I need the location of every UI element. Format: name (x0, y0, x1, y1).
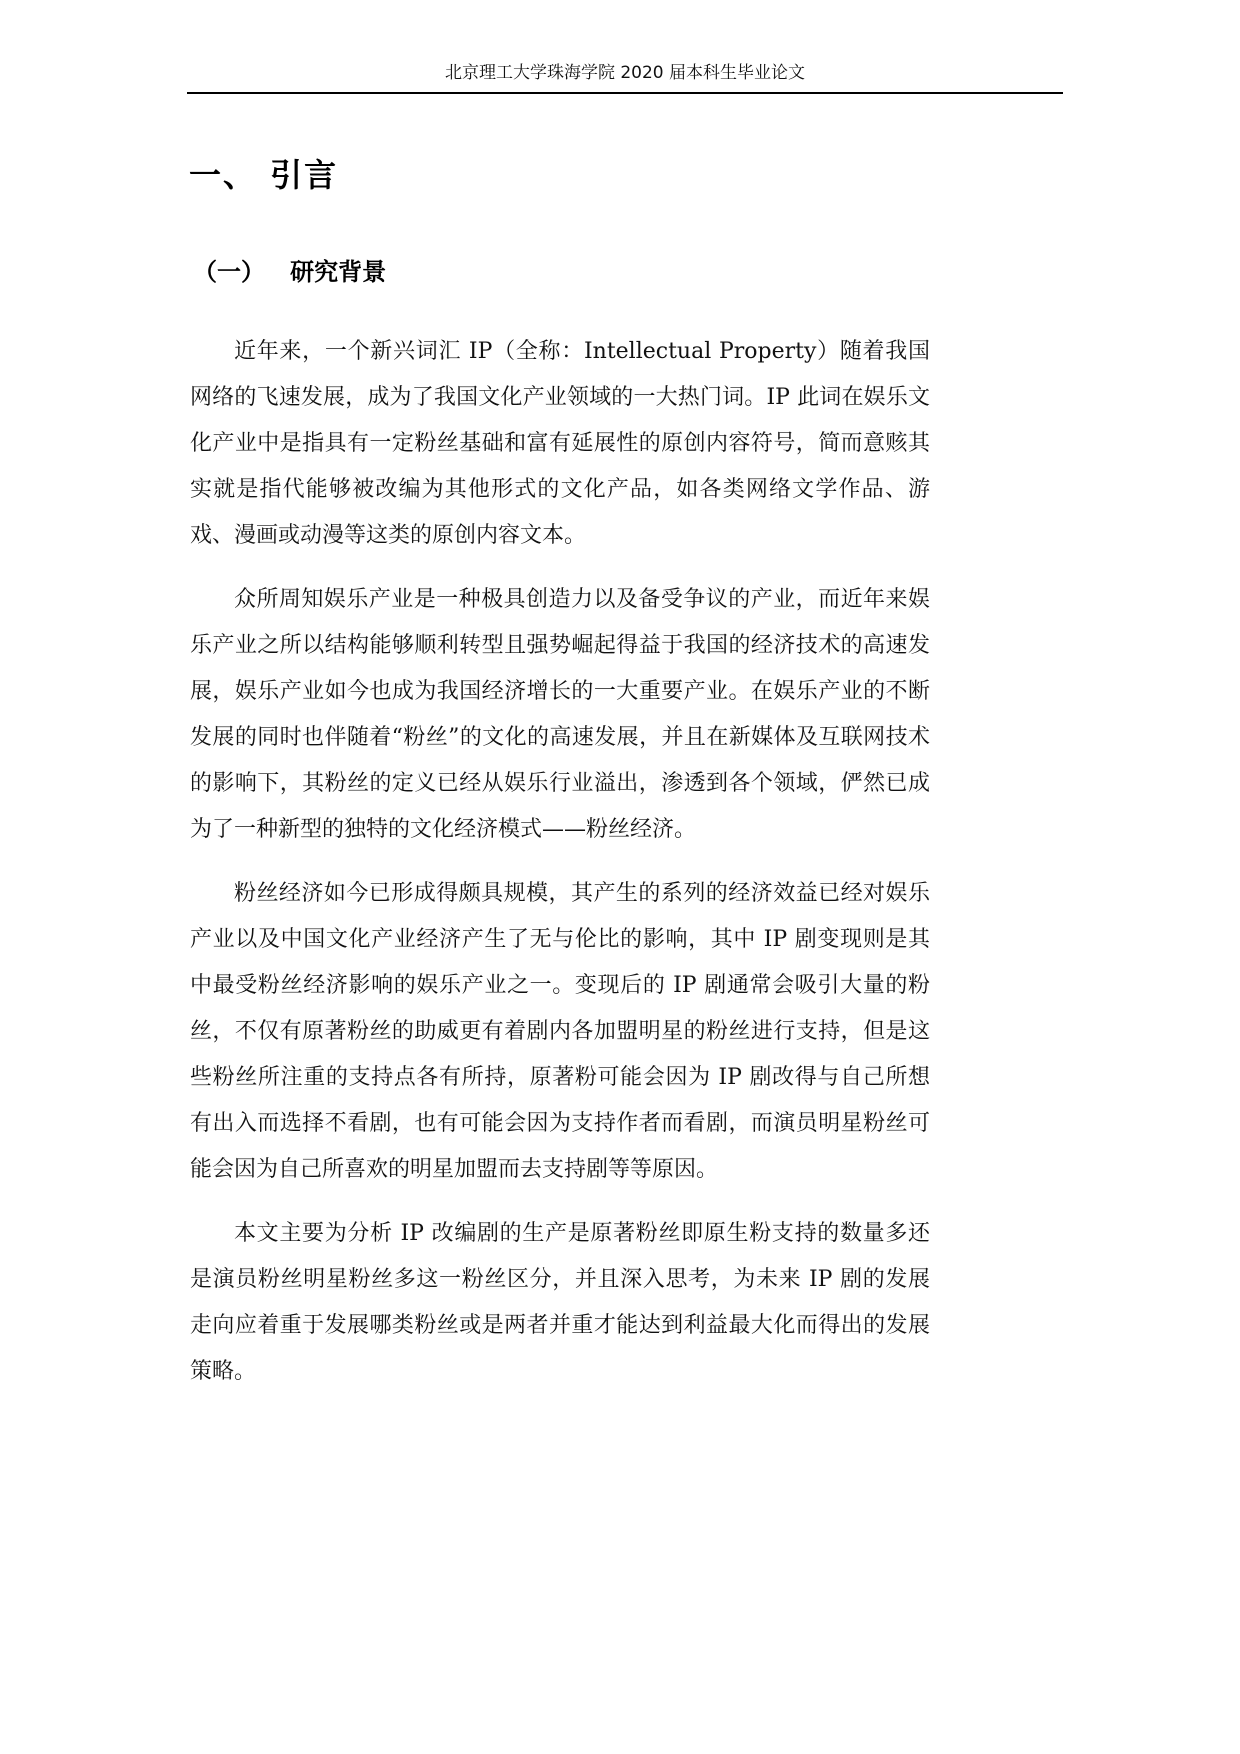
paragraph: 本文主要为分析 IP 改编剧的生产是原著粉丝即原生粉支持的数量多还是演员粉丝明星粉丝多这一粉丝区分，并且深入思考，为未来 IP 剧的发展走向应着重于发展哪类粉丝或是两者并重才能达到利益最大化而得出的发展策略。 (190, 1221, 930, 1384)
running-header: 北京理工大学珠海学院 2020 届本科生毕业论文 (444, 63, 806, 83)
section-heading: 一、 引言 (189, 156, 339, 194)
paragraph: 粉丝经济如今已形成得颇具规模，其产生的系列的经济效益已经对娱乐产业以及中国文化产业经济产生了无与伦比的影响，其中 IP 剧变现则是其中最受粉丝经济影响的娱乐产业之一。变现后的 IP 剧通常会吸引大量的粉丝，不仅有原著粉丝的助威更有着剧内各加盟明星的粉丝进行支持，但是这些粉丝所注重的支持点各有所持，原著粉可能会因为 IP 剧改得与自己所想有出入而选择不看剧，也有可能会因为支持作者而看剧，而演员明星粉丝可能会因为自己所喜欢的明星加盟而去支持剧等等原因。 (190, 881, 930, 1182)
body-text (190, 329, 930, 1413)
header-divider (187, 92, 1063, 94)
subsection-heading: （一） 研究背景 (193, 258, 387, 286)
paragraph: 近年来，一个新兴词汇 IP（全称：Intellectual Property）随着我国网络的飞速发展，成为了我国文化产业领域的一大热门词。IP 此词在娱乐文化产业中是指具有一定粉丝基础和富有延展性的原创内容符号，简而意赅其实就是指代能够被改编为其他形式的文化产品，如各类网络文学作品、游戏、漫画或动漫等这类的原创内容文本。 (190, 339, 930, 548)
paragraph: 众所周知娱乐产业是一种极具创造力以及备受争议的产业，而近年来娱乐产业之所以结构能够顺利转型且强势崛起得益于我国的经济技术的高速发展，娱乐产业如今也成为我国经济增长的一大重要产业。在娱乐产业的不断发展的同时也伴随着“粉丝”的文化的高速发展，并且在新媒体及互联网技术的影响下，其粉丝的定义已经从娱乐行业溢出，渗透到各个领域，俨然已成为了一种新型的独特的文化经济模式——粉丝经济。 (190, 587, 930, 842)
